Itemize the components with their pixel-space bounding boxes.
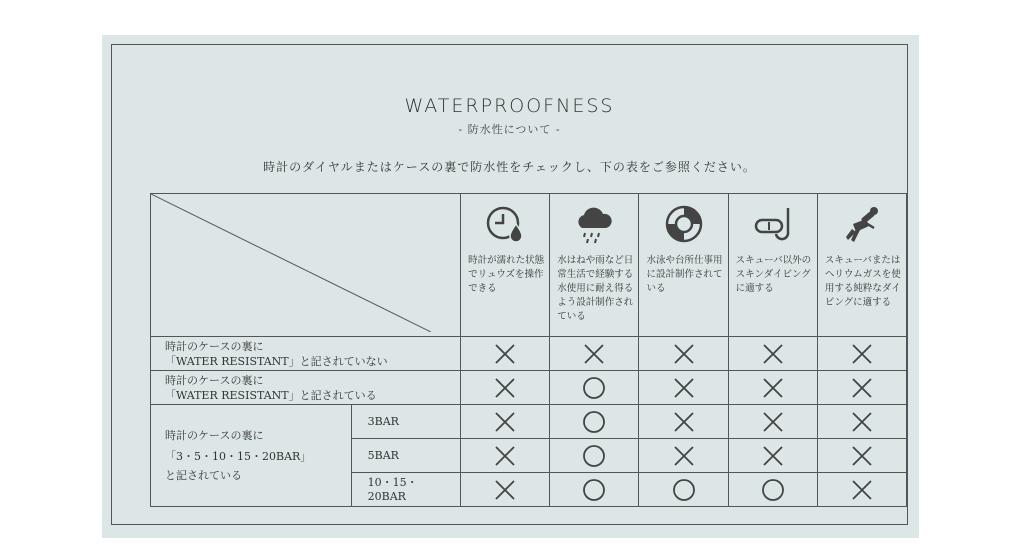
row-label-line: 時計のケースの裏に (165, 373, 264, 387)
waterproofness-panel (102, 35, 919, 538)
column-header-text: スキューバ以外のスキンダイビングに適する (735, 255, 812, 294)
column-header (817, 194, 906, 337)
mark-o (550, 439, 639, 473)
column-header-text: スキューバまたはヘリウムガスを使用する純粋なダイビングに適する (824, 255, 901, 308)
row-label-line: 時計のケースの裏に (165, 339, 264, 353)
row-label (151, 371, 461, 405)
mark-x (639, 337, 728, 371)
mark-x (461, 405, 550, 439)
table-row (151, 371, 907, 405)
page-subtitle: - 防水性について - (458, 123, 561, 136)
snorkel-mask-icon (729, 194, 817, 254)
row-label-line: 「WATER RESISTANT」と記されていない (165, 354, 388, 368)
mark-x (817, 337, 906, 371)
column-header-text: 水泳や台所仕事用に設計制作されている (646, 255, 723, 294)
page-title: WATERPROOFNESS (404, 95, 615, 117)
column-header-text: 水はねや雨など日常生活で経験する水使用に耐え得るよう設計制作されている (557, 255, 634, 322)
mark-o (550, 473, 639, 507)
mark-o (639, 473, 728, 507)
lead-text: 時計のダイヤルまたはケースの裏で防水性をチェックし、下の表をご参照ください。 (263, 160, 756, 174)
mark-x (817, 439, 906, 473)
panel-frame (111, 44, 908, 525)
subrow-label: 3BAR (351, 405, 460, 439)
mark-x (550, 337, 639, 371)
group-label (151, 405, 352, 507)
row-label-line: 「WATER RESISTANT」と記されている (165, 388, 377, 402)
subrow-label-line: 20BAR (367, 489, 406, 503)
mark-o (728, 473, 817, 507)
mark-o (550, 371, 639, 405)
diagonal-line (151, 194, 431, 332)
mark-x (461, 337, 550, 371)
mark-x (728, 371, 817, 405)
group-label-line: 時計のケースの裏に (165, 429, 264, 442)
column-header (550, 194, 639, 337)
column-header (639, 194, 728, 337)
column-header (728, 194, 817, 337)
mark-x (639, 439, 728, 473)
mark-x (817, 405, 906, 439)
mark-x (728, 405, 817, 439)
mark-x (461, 371, 550, 405)
mark-x (639, 405, 728, 439)
mark-x (639, 371, 728, 405)
mark-x (728, 337, 817, 371)
mark-x (461, 439, 550, 473)
mark-x (817, 473, 906, 507)
lifebuoy-icon (639, 194, 727, 254)
diagonal-corner-cell (151, 194, 461, 337)
subrow-label: 5BAR (351, 439, 460, 473)
waterproof-table (150, 193, 907, 507)
group-label-line: と記されている (165, 469, 242, 482)
clock-drop-icon (461, 194, 549, 254)
mark-x (461, 473, 550, 507)
mark-o (550, 405, 639, 439)
mark-x (817, 371, 906, 405)
table-row (151, 337, 907, 371)
group-label-line: 「3・5・10・15・20BAR」 (165, 450, 312, 463)
column-header (461, 194, 550, 337)
column-header-text: 時計が濡れた状態でリュウズを操作できる (468, 255, 545, 294)
subrow-label-line: 10・15・ (367, 475, 418, 489)
header-row (151, 194, 907, 337)
row-label (151, 337, 461, 371)
rain-cloud-icon (550, 194, 638, 254)
scuba-diver-icon (818, 194, 906, 254)
subrow-label (351, 473, 460, 507)
table-row (151, 405, 907, 439)
mark-x (728, 439, 817, 473)
